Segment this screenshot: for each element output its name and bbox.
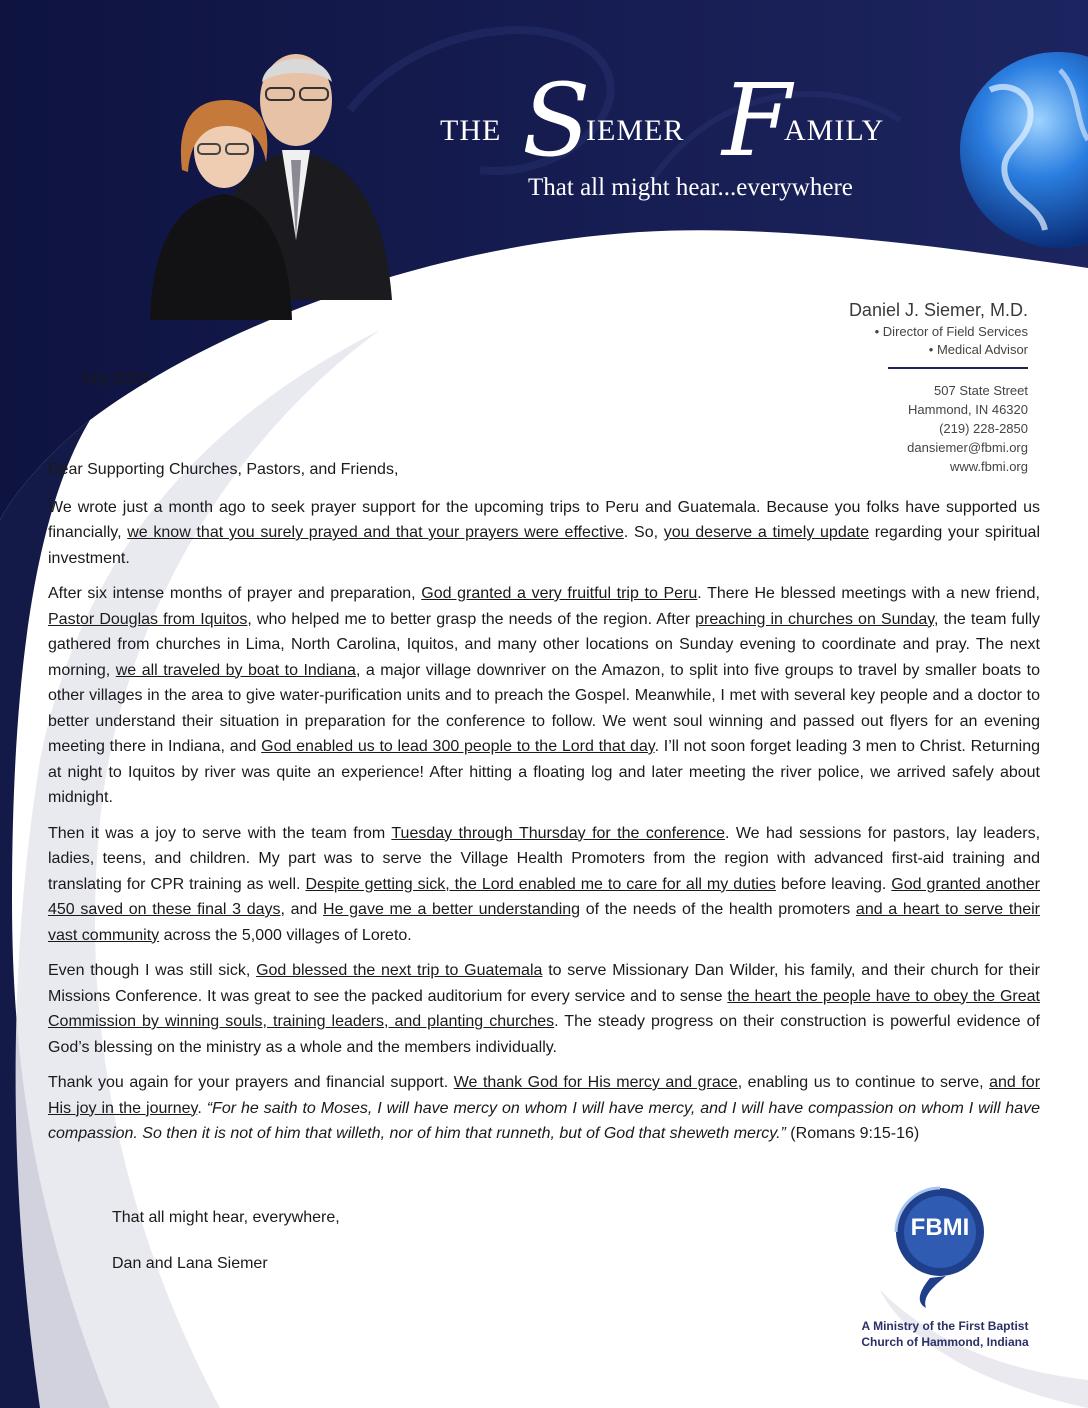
scripture-quote: “For he saith to Moses, I will have mercy on whom I will have mercy, and I will have compassion on whom I will have compassion. So then it is not of him that willeth, nor of him that runneth, but of God that sheweth mercy.” bbox=[48, 1099, 1041, 1142]
contact-name: Daniel J. Siemer, M.D. bbox=[848, 300, 1028, 320]
signature: Dan and Lana Siemer bbox=[112, 1255, 268, 1272]
brand-initial-f: F bbox=[722, 62, 792, 179]
contact-block bbox=[849, 300, 1028, 476]
contact-address-line1: 507 State Street bbox=[934, 383, 1028, 398]
paragraph-2: After six intense months of prayer and preparation, God granted a very fruitful trip to Peru. There He blessed meetings with a new friend, Pastor Douglas from Iquitos, who helped me to better grasp the needs of the region. After preaching in churches on Sunday, the team fully gathered from churches in Lima, North Carolina, Iquitos, and many other locations on Sunday evening to coordinate and pray. The next morning, we all traveled by boat to Indiana, a major village downriver on the Amazon, to split into five groups to travel by smaller boats to other villages in the area to give water-purification units and to preach the Gospel. Meanwhile, I met with several key people and a doctor to better understand their situation in preparation for the conference to follow. We went soul winning and passed out flyers for an evening meeting there in Indiana, and God enabled us to lead 300 people to the Lord that day. I’ll not soon forget leading 3 men to Christ. Returning at night to Iquitos by river was quite an experience! After hitting a floating log and later meeting the river police, we arrived safely about midnight. bbox=[48, 585, 1041, 806]
closing-line: That all might hear, everywhere, bbox=[112, 1209, 340, 1226]
contact-email: dansiemer@fbmi.org bbox=[907, 440, 1028, 455]
letter-date: July 2023 bbox=[80, 370, 149, 387]
fbmi-logo bbox=[896, 1188, 984, 1308]
tagline: That all might hear...everywhere bbox=[528, 174, 853, 201]
ministry-line-1: A Ministry of the First Baptist bbox=[861, 1319, 1029, 1333]
paragraph-5: Thank you again for your prayers and financial support. We thank God for His mercy and grace, enabling us to continue to serve, and for His joy in the journey. “For he saith to Moses, I will have mercy on whom I will have mercy, and I will have compassion on whom I will have compassion. So then it is not of him that willeth, nor of him that runneth, but of God that sheweth mercy.” (Romans 9:15-16) bbox=[48, 1074, 1041, 1142]
ministry-line-2: Church of Hammond, Indiana bbox=[861, 1335, 1029, 1349]
contact-address-line2: Hammond, IN 46320 bbox=[908, 402, 1028, 417]
letter-body bbox=[48, 457, 1040, 1157]
contact-website: www.fbmi.org bbox=[949, 459, 1028, 474]
paragraph-3: Then it was a joy to serve with the team from Tuesday through Thursday for the conference. We had sessions for pastors, lay leaders, ladies, teens, and children. My part was to serve the Village Health Promoters from the region with advanced first-aid training and translating for CPR training as well. Despite getting sick, the Lord enabled me to care for all my duties before leaving. God granted another 450 saved on these final 3 days, and He gave me a better understanding of the needs of the health promoters and a heart to serve their vast community across the 5,000 villages of Loreto. bbox=[48, 824, 1041, 944]
greeting: Dear Supporting Churches, Pastors, and Friends, bbox=[48, 461, 399, 478]
brand-the: THE bbox=[440, 114, 502, 147]
brand-amily: AMILY bbox=[784, 114, 885, 147]
brand-title bbox=[440, 62, 900, 179]
contact-phone: (219) 228-2850 bbox=[939, 421, 1028, 436]
contact-role: • Medical Advisor bbox=[928, 342, 1028, 357]
fbmi-logo-text: FBMI bbox=[910, 1214, 970, 1241]
letter-closing bbox=[112, 1205, 340, 1276]
contact-divider bbox=[888, 367, 1028, 369]
contact-role: • Director of Field Services bbox=[874, 324, 1028, 339]
brand-iemer: IEMER bbox=[586, 114, 685, 147]
paragraph-4: Even though I was still sick, God blessed the next trip to Guatemala to serve Missionary Dan Wilder, his family, and their church for their Missions Conference. It was great to see the packed auditorium for every service and to sense the heart the people have to obey the Great Commission by winning souls, training leaders, and planting churches. The steady progress on their construction is powerful evidence of God’s blessing on the ministry as a whole and the members individually. bbox=[48, 962, 1041, 1056]
paragraph-1: We wrote just a month ago to seek prayer support for the upcoming trips to Peru and Guatemala. Because you folks have supported us financially, we know that you surely prayed and that your prayers were effective. So, you deserve a timely update regarding your spiritual investment. bbox=[48, 498, 1040, 567]
ministry-note bbox=[840, 1318, 1050, 1350]
brand-initial-s: S bbox=[522, 62, 591, 179]
